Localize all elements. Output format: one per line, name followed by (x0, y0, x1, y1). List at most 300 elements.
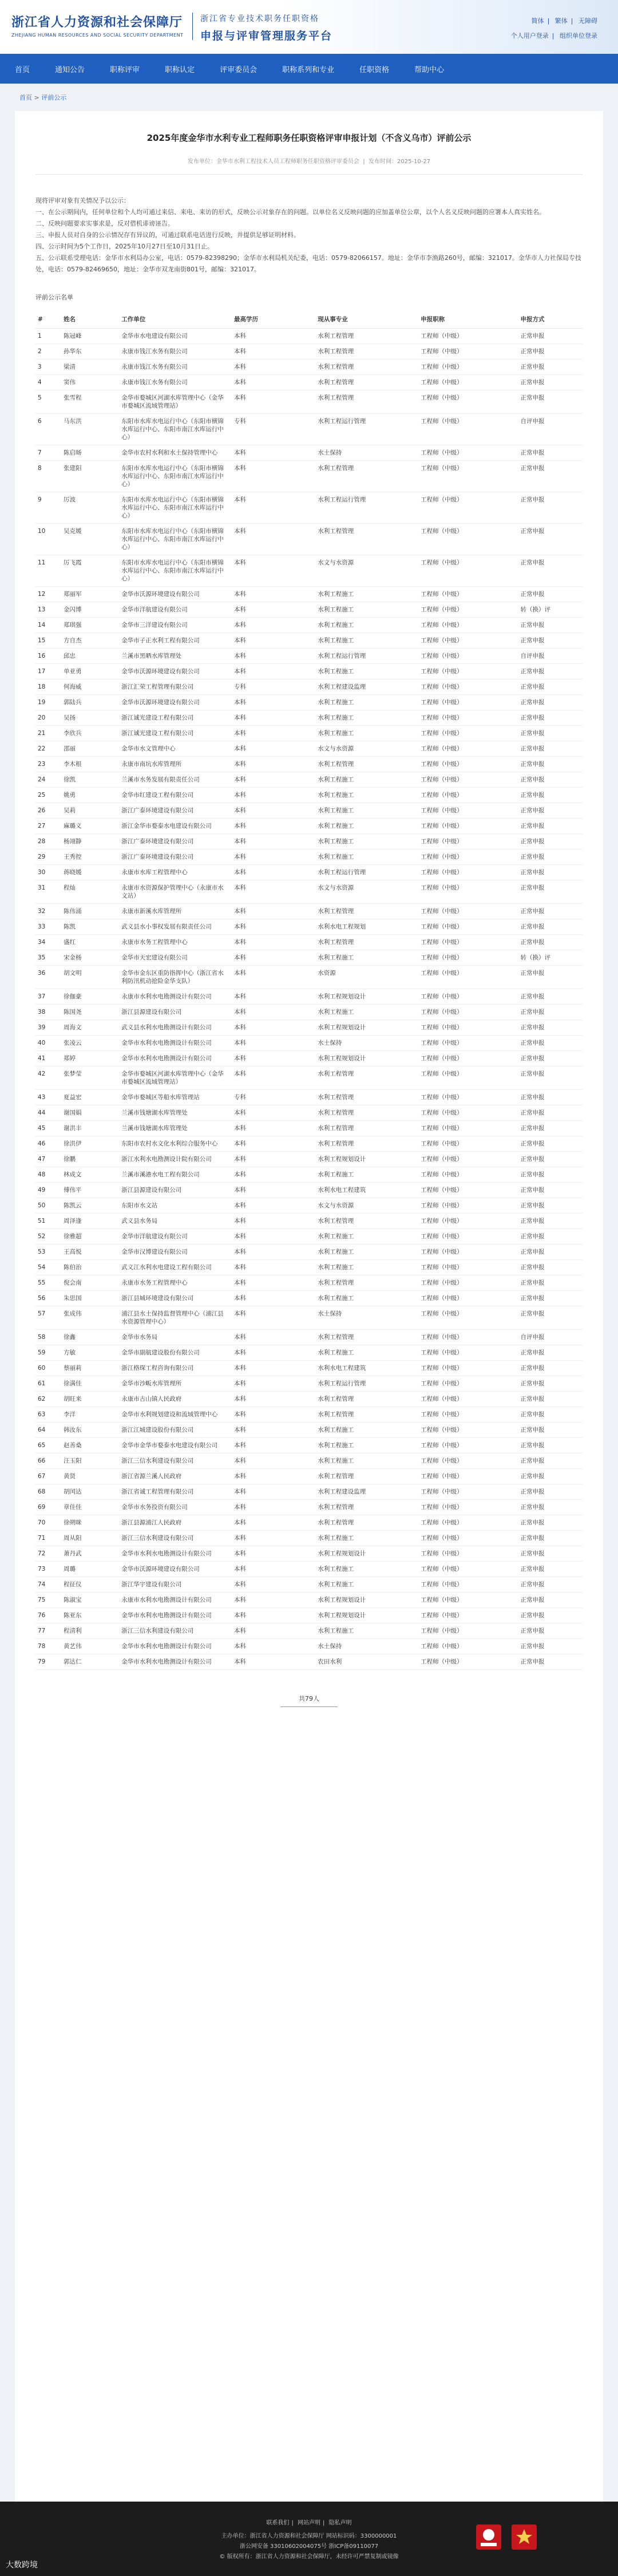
table-row (35, 1020, 583, 1035)
cell-specialty: 水利工程运行管理 (315, 413, 418, 445)
cell-employer: 金华市水文管理中心 (119, 741, 232, 756)
cell-method: 正常申报 (518, 586, 583, 602)
cell-index: 4 (35, 374, 61, 390)
cell-specialty: 水利工程施工 (315, 633, 418, 648)
cell-title: 工程师（中级） (418, 460, 518, 492)
cell-name: 程清利 (61, 1623, 119, 1638)
table-row (35, 1290, 583, 1306)
cell-index: 70 (35, 1515, 61, 1530)
cell-specialty: 水利工程管理 (315, 934, 418, 950)
cell-employer: 浙江三信水利建设有限公司 (119, 1623, 232, 1638)
cell-specialty: 水利工程规划设计 (315, 1050, 418, 1066)
cell-name: 麻璐义 (61, 818, 119, 833)
table-row (35, 849, 583, 864)
table-row (35, 1607, 583, 1623)
cell-index: 24 (35, 772, 61, 787)
cell-method: 正常申报 (518, 803, 583, 818)
breadcrumb-home[interactable]: 首页 (19, 94, 32, 101)
table-row (35, 694, 583, 710)
cell-title: 工程师（中级） (418, 328, 518, 343)
cell-index: 36 (35, 965, 61, 989)
table-body (35, 328, 583, 1669)
cell-method: 正常申报 (518, 919, 583, 934)
cell-method: 正常申报 (518, 1306, 583, 1329)
cell-name: 胡旺来 (61, 1391, 119, 1406)
cell-name: 程灿 (61, 880, 119, 903)
table-row (35, 1182, 583, 1198)
cell-education: 本科 (232, 1345, 315, 1360)
cell-education: 本科 (232, 1259, 315, 1275)
cell-title: 工程师（中级） (418, 803, 518, 818)
cell-title: 工程师（中级） (418, 413, 518, 445)
cell-name: 厉波 (61, 492, 119, 523)
cell-specialty: 水利工程施工 (315, 1244, 418, 1259)
cell-specialty: 水利工程管理 (315, 328, 418, 343)
table-row (35, 492, 583, 523)
cell-title: 工程师（中级） (418, 965, 518, 989)
rule-4: 四、公示时间为5个工作日，2025年10月27日至10月31日止。 (35, 243, 213, 250)
cell-name: 盛红 (61, 934, 119, 950)
cell-index: 22 (35, 741, 61, 756)
cell-title: 工程师（中级） (418, 880, 518, 903)
cell-employer: 浙江广泰环境建设有限公司 (119, 849, 232, 864)
list-title: 评前公示名单 (35, 294, 73, 301)
org-login-link[interactable]: 组织单位登录 (560, 32, 597, 39)
cell-index: 3 (35, 359, 61, 374)
cell-title: 工程师（中级） (418, 1406, 518, 1422)
cell-title: 工程师（中级） (418, 710, 518, 725)
table-row (35, 1484, 583, 1499)
cell-employer: 金华市洋航建设有限公司 (119, 602, 232, 617)
cell-index: 49 (35, 1182, 61, 1198)
cell-method: 自评申报 (518, 413, 583, 445)
cell-employer: 兰溪市黑晒水库管理处 (119, 648, 232, 663)
cell-title: 工程师（中级） (418, 1515, 518, 1530)
cell-specialty: 水利工程施工 (315, 772, 418, 787)
cell-index: 45 (35, 1120, 61, 1136)
cell-index: 68 (35, 1484, 61, 1499)
table-row (35, 772, 583, 787)
main-nav (0, 54, 618, 84)
cell-education: 本科 (232, 523, 315, 555)
cell-specialty: 水利工程施工 (315, 663, 418, 679)
cell-index: 76 (35, 1607, 61, 1623)
cell-method: 正常申报 (518, 1105, 583, 1120)
cell-specialty: 水利工程管理 (315, 1120, 418, 1136)
cell-employer: 金华市水务局 (119, 1329, 232, 1345)
cell-title: 工程师（中级） (418, 1136, 518, 1151)
table-row (35, 359, 583, 374)
cell-specialty: 水利工程管理 (315, 1275, 418, 1290)
cell-title: 工程师（中级） (418, 1577, 518, 1592)
cell-index: 26 (35, 803, 61, 818)
cell-index: 44 (35, 1105, 61, 1120)
cell-name: 郭达仁 (61, 1654, 119, 1669)
cell-education: 本科 (232, 586, 315, 602)
cell-education: 本科 (232, 1360, 315, 1376)
table-row (35, 1453, 583, 1468)
cell-index: 74 (35, 1577, 61, 1592)
table-row (35, 833, 583, 849)
cell-specialty: 水利工程施工 (315, 694, 418, 710)
cell-specialty: 水利工程运行管理 (315, 492, 418, 523)
cell-name: 郑丽军 (61, 586, 119, 602)
cell-education: 本科 (232, 803, 315, 818)
nav-title-series[interactable]: 职称系列和专业 (282, 65, 335, 74)
gov-site-badge-icon[interactable] (476, 2524, 501, 2550)
cell-employer: 金华市水电建设有限公司 (119, 328, 232, 343)
cell-index: 2 (35, 343, 61, 359)
cell-title: 工程师（中级） (418, 1638, 518, 1654)
cell-title: 工程师（中级） (418, 1151, 518, 1167)
cell-employer: 浙江三信水利建设有限公司 (119, 1453, 232, 1468)
cell-name: 陈启旸 (61, 445, 119, 460)
cell-title: 工程师（中级） (418, 359, 518, 374)
cell-method: 正常申报 (518, 880, 583, 903)
table-row (35, 1376, 583, 1391)
nav-review-committee[interactable]: 评审委员会 (220, 65, 258, 74)
cell-index: 19 (35, 694, 61, 710)
cell-specialty: 水利工程管理 (315, 1213, 418, 1228)
footer-contact-link[interactable]: 联系我们 (266, 2520, 290, 2526)
cell-name: 邵丽 (61, 741, 119, 756)
cell-education: 本科 (232, 1484, 315, 1499)
cell-index: 7 (35, 445, 61, 460)
cell-education: 本科 (232, 1530, 315, 1546)
cell-name: 陈凯 (61, 919, 119, 934)
cell-education: 本科 (232, 965, 315, 989)
cell-specialty: 水利工程施工 (315, 1561, 418, 1577)
breadcrumb-current[interactable]: 评前公示 (41, 94, 67, 101)
cell-index: 12 (35, 586, 61, 602)
cell-education: 本科 (232, 741, 315, 756)
cell-specialty: 水利工程规划设计 (315, 1546, 418, 1561)
cell-employer: 金华市水利水电勘测设计有限公司 (119, 1654, 232, 1669)
cell-specialty: 水利工程管理 (315, 1329, 418, 1345)
cell-employer: 金华市婺城区河湖水库管理中心（金华市婺城区流域管理站） (119, 390, 232, 413)
link-traditional[interactable]: 繁体 (554, 17, 568, 25)
cell-name: 李洋 (61, 1406, 119, 1422)
table-row (35, 1259, 583, 1275)
table-row (35, 445, 583, 460)
cell-name: 单亚勇 (61, 663, 119, 679)
cell-title: 工程师（中级） (418, 989, 518, 1004)
cell-employer: 永康市钱江水务有限公司 (119, 374, 232, 390)
article-date: 发布时间：2025-10-27 (368, 159, 431, 165)
cell-title: 工程师（中级） (418, 1484, 518, 1499)
article-intro: 现将评审对象有关情况予以公示： (35, 197, 130, 204)
cell-method: 正常申报 (518, 445, 583, 460)
col-title: 申报职称 (418, 311, 518, 328)
cell-specialty: 水利工程管理 (315, 1499, 418, 1515)
cell-employer: 金华市天宏建设有限公司 (119, 950, 232, 965)
org-name-cn: 浙江省人力资源和社会保障厅 (11, 15, 183, 30)
footer-privacy-link[interactable]: 隐私声明 (328, 2520, 352, 2526)
table-row (35, 989, 583, 1004)
cell-index: 56 (35, 1290, 61, 1306)
cell-specialty: 水利工程施工 (315, 1623, 418, 1638)
cell-index: 30 (35, 864, 61, 880)
cell-method: 正常申报 (518, 1167, 583, 1182)
link-simplified[interactable]: 简体 (531, 17, 544, 25)
table-row (35, 1577, 583, 1592)
cell-method: 正常申报 (518, 343, 583, 359)
total-count: 共79人 (299, 1694, 319, 1702)
cell-title: 工程师（中级） (418, 445, 518, 460)
cell-employer: 永康市水库工程管理中心 (119, 864, 232, 880)
col-index: # (35, 311, 61, 328)
cell-method: 正常申报 (518, 934, 583, 950)
cell-method: 正常申报 (518, 818, 583, 833)
cell-title: 工程师（中级） (418, 390, 518, 413)
party-org-badge-icon[interactable] (512, 2524, 537, 2550)
cell-method: 正常申报 (518, 1050, 583, 1066)
cell-method: 正常申报 (518, 864, 583, 880)
cell-education: 本科 (232, 919, 315, 934)
table-row (35, 803, 583, 818)
cell-title: 工程师（中级） (418, 1066, 518, 1089)
cell-method: 正常申报 (518, 1499, 583, 1515)
cell-specialty: 水利工程管理 (315, 1406, 418, 1422)
cell-employer: 东阳市水库水电运行中心（东阳市横锦水库运行中心、东阳市南江水库运行中心） (119, 492, 232, 523)
cell-title: 工程师（中级） (418, 1213, 518, 1228)
table-row (35, 617, 583, 633)
nav-title-recognition[interactable]: 职称认定 (165, 65, 195, 74)
cell-specialty: 水利工程建设监理 (315, 1484, 418, 1499)
cell-specialty: 水利工程运行管理 (315, 864, 418, 880)
cell-index: 55 (35, 1275, 61, 1290)
cell-education: 本科 (232, 1066, 315, 1089)
cell-title: 工程师（中级） (418, 864, 518, 880)
cell-title: 工程师（中级） (418, 1546, 518, 1561)
org-logo[interactable] (11, 13, 183, 38)
table-row (35, 934, 583, 950)
cell-method: 正常申报 (518, 1422, 583, 1437)
cell-name: 徐洪伊 (61, 1136, 119, 1151)
cell-index: 57 (35, 1306, 61, 1329)
cell-title: 工程师（中级） (418, 492, 518, 523)
cell-title: 工程师（中级） (418, 1654, 518, 1669)
table-row (35, 328, 583, 343)
cell-specialty: 水利工程施工 (315, 787, 418, 803)
cell-method: 正常申报 (518, 1530, 583, 1546)
cell-index: 59 (35, 1345, 61, 1360)
cell-education: 本科 (232, 756, 315, 772)
cell-employer: 浙江县源浦江人民政府 (119, 1515, 232, 1530)
cell-title: 工程师（中级） (418, 787, 518, 803)
cell-specialty: 水利水电工程建筑 (315, 1182, 418, 1198)
cell-employer: 兰溪市溪港水电工程有限公司 (119, 1167, 232, 1182)
cell-name: 李木根 (61, 756, 119, 772)
table-row (35, 1422, 583, 1437)
cell-education: 本科 (232, 555, 315, 586)
cell-method: 正常申报 (518, 1360, 583, 1376)
cell-employer: 武义县水小事权发展有限责任公司 (119, 919, 232, 934)
cell-employer: 金华市子正水利工程有限公司 (119, 633, 232, 648)
cell-title: 工程师（中级） (418, 1020, 518, 1035)
cell-employer: 永康市水利水电勘测设计有限公司 (119, 989, 232, 1004)
cell-method: 自评申报 (518, 648, 583, 663)
cell-index: 15 (35, 633, 61, 648)
cell-title: 工程师（中级） (418, 523, 518, 555)
cell-title: 工程师（中级） (418, 1561, 518, 1577)
cell-title: 工程师（中级） (418, 1607, 518, 1623)
cell-title: 工程师（中级） (418, 1275, 518, 1290)
cell-method: 正常申报 (518, 1198, 583, 1213)
cell-method: 正常申报 (518, 772, 583, 787)
cell-title: 工程师（中级） (418, 1499, 518, 1515)
cell-index: 41 (35, 1050, 61, 1066)
cell-specialty: 水利工程管理 (315, 390, 418, 413)
cell-name: 王高悦 (61, 1244, 119, 1259)
table-row (35, 1561, 583, 1577)
cell-name: 倪会南 (61, 1275, 119, 1290)
cell-title: 工程师（中级） (418, 903, 518, 919)
cell-name: 厉飞霞 (61, 555, 119, 586)
personal-login-link[interactable]: 个人用户登录 (510, 32, 549, 39)
cell-method: 正常申报 (518, 328, 583, 343)
nav-home[interactable]: 首页 (15, 65, 30, 74)
cell-specialty: 水利工程施工 (315, 725, 418, 741)
cell-education: 本科 (232, 1050, 315, 1066)
cell-name: 徐雅超 (61, 1228, 119, 1244)
cell-index: 64 (35, 1422, 61, 1437)
cell-specialty: 水利工程规划设计 (315, 1592, 418, 1607)
table-row (35, 1244, 583, 1259)
table-row (35, 1306, 583, 1329)
cell-specialty: 农田水利 (315, 1654, 418, 1669)
cell-education: 本科 (232, 1623, 315, 1638)
cell-specialty: 水利工程管理 (315, 460, 418, 492)
footer-sponsor: 主办单位：浙江省人力资源和社会保障厅 网站标识码：3300000001 (221, 2533, 397, 2539)
footer-statement-link[interactable]: 网站声明 (298, 2520, 320, 2526)
cell-specialty: 水利工程规划设计 (315, 989, 418, 1004)
cell-education: 本科 (232, 1151, 315, 1167)
cell-method: 正常申报 (518, 1259, 583, 1275)
cell-method: 正常申报 (518, 1453, 583, 1468)
cell-education: 本科 (232, 1376, 315, 1391)
cell-index: 21 (35, 725, 61, 741)
cell-education: 本科 (232, 934, 315, 950)
cell-index: 27 (35, 818, 61, 833)
cell-name: 谢国娟 (61, 1105, 119, 1120)
cell-method: 正常申报 (518, 1244, 583, 1259)
cell-method: 正常申报 (518, 1120, 583, 1136)
cell-index: 54 (35, 1259, 61, 1275)
table-row (35, 903, 583, 919)
cell-method: 正常申报 (518, 989, 583, 1004)
cell-index: 69 (35, 1499, 61, 1515)
cell-name: 周泽逢 (61, 1213, 119, 1228)
cell-education: 本科 (232, 818, 315, 833)
nav-notices[interactable]: 通知公告 (55, 65, 85, 74)
cell-employer: 浦江县水土保持监督管理中心（浦江县水资源管理中心） (119, 1306, 232, 1329)
table-row (35, 741, 583, 756)
cell-employer: 浙江广泰环境建设有限公司 (119, 833, 232, 849)
cell-name: 吴扬 (61, 710, 119, 725)
nav-title-review[interactable]: 职称评审 (110, 65, 140, 74)
cell-specialty: 水利工程施工 (315, 1290, 418, 1306)
cell-education: 专科 (232, 679, 315, 694)
cell-specialty: 水文与水资源 (315, 741, 418, 756)
cell-title: 工程师（中级） (418, 1167, 518, 1182)
cell-education: 本科 (232, 633, 315, 648)
cell-education: 本科 (232, 1105, 315, 1120)
cell-method: 正常申报 (518, 694, 583, 710)
cell-name: 郑婷 (61, 1050, 119, 1066)
cell-education: 本科 (232, 1290, 315, 1306)
cell-method: 正常申报 (518, 1213, 583, 1228)
table-row (35, 950, 583, 965)
table-row (35, 1345, 583, 1360)
cell-education: 本科 (232, 864, 315, 880)
cell-education: 本科 (232, 1120, 315, 1136)
cell-title: 工程师（中级） (418, 1329, 518, 1345)
cell-method: 正常申报 (518, 1654, 583, 1669)
cell-title: 工程师（中级） (418, 1004, 518, 1020)
nav-qualification[interactable]: 任职资格 (359, 65, 390, 74)
cell-name: 孙华东 (61, 343, 119, 359)
cell-name: 周璐 (61, 1561, 119, 1577)
cell-specialty: 水文与水资源 (315, 880, 418, 903)
cell-name: 汪玉阳 (61, 1453, 119, 1468)
platform-line1: 浙江省专业技术职务任职资格 (200, 14, 319, 23)
cell-employer: 金华市沃源环境建设有限公司 (119, 663, 232, 679)
cell-education: 本科 (232, 1020, 315, 1035)
cell-employer: 金华市沙畈水库管理所 (119, 1376, 232, 1391)
cell-method: 正常申报 (518, 787, 583, 803)
cell-specialty: 水利工程规划设计 (315, 1607, 418, 1623)
cell-method: 正常申报 (518, 903, 583, 919)
cell-specialty: 水利工程规划设计 (315, 1020, 418, 1035)
cell-specialty: 水利工程管理 (315, 1136, 418, 1151)
table-row (35, 1654, 583, 1669)
cell-method: 转（换）评 (518, 602, 583, 617)
cell-education: 本科 (232, 1453, 315, 1468)
cell-employer: 浙江县城环境建设有限公司 (119, 1290, 232, 1306)
cell-index: 34 (35, 934, 61, 950)
article-title: 2025年度金华市水利专业工程师职务任职资格评审申报计划（不含义乌市）评前公示 (146, 133, 472, 143)
cell-education: 本科 (232, 648, 315, 663)
cell-method: 正常申报 (518, 460, 583, 492)
rule-5: 五、公示联系受理电话：金华市水利局办公室，电话：0579-82398290；金华市水利局机关纪委，电话：0579-82066157。地址：金华市李渔路260号，邮编：321017。金华市人力社保局专技处，电话：0579-82469650，地址：金华市双龙南街801号，邮编：321017。 (35, 254, 581, 273)
cell-employer: 金华市水利规划建设和流域管理中心 (119, 1406, 232, 1422)
table-row (35, 343, 583, 359)
cell-education: 本科 (232, 1244, 315, 1259)
cell-index: 46 (35, 1136, 61, 1151)
cell-name: 陈伟涌 (61, 903, 119, 919)
cell-title: 工程师（中级） (418, 1391, 518, 1406)
cell-name: 胡闰达 (61, 1484, 119, 1499)
cell-name: 赵善桑 (61, 1437, 119, 1453)
cell-employer: 永康市水务工程管理中心 (119, 1275, 232, 1290)
cell-education: 本科 (232, 492, 315, 523)
cell-employer: 金华市副航建设股份有限公司 (119, 1345, 232, 1360)
cell-specialty: 水利水电工程规划 (315, 919, 418, 934)
table-row (35, 818, 583, 833)
cell-index: 10 (35, 523, 61, 555)
cell-title: 工程师（中级） (418, 1422, 518, 1437)
cell-title: 工程师（中级） (418, 374, 518, 390)
table-row (35, 725, 583, 741)
cell-specialty: 水利工程管理 (315, 1468, 418, 1484)
link-accessibility[interactable]: 无障碍 (579, 17, 597, 25)
cell-education: 本科 (232, 445, 315, 460)
nav-help[interactable]: 帮助中心 (414, 65, 445, 74)
cell-employer: 金华市婺城区等船水库管理站 (119, 1089, 232, 1105)
cell-education: 本科 (232, 1592, 315, 1607)
cell-method: 正常申报 (518, 1546, 583, 1561)
